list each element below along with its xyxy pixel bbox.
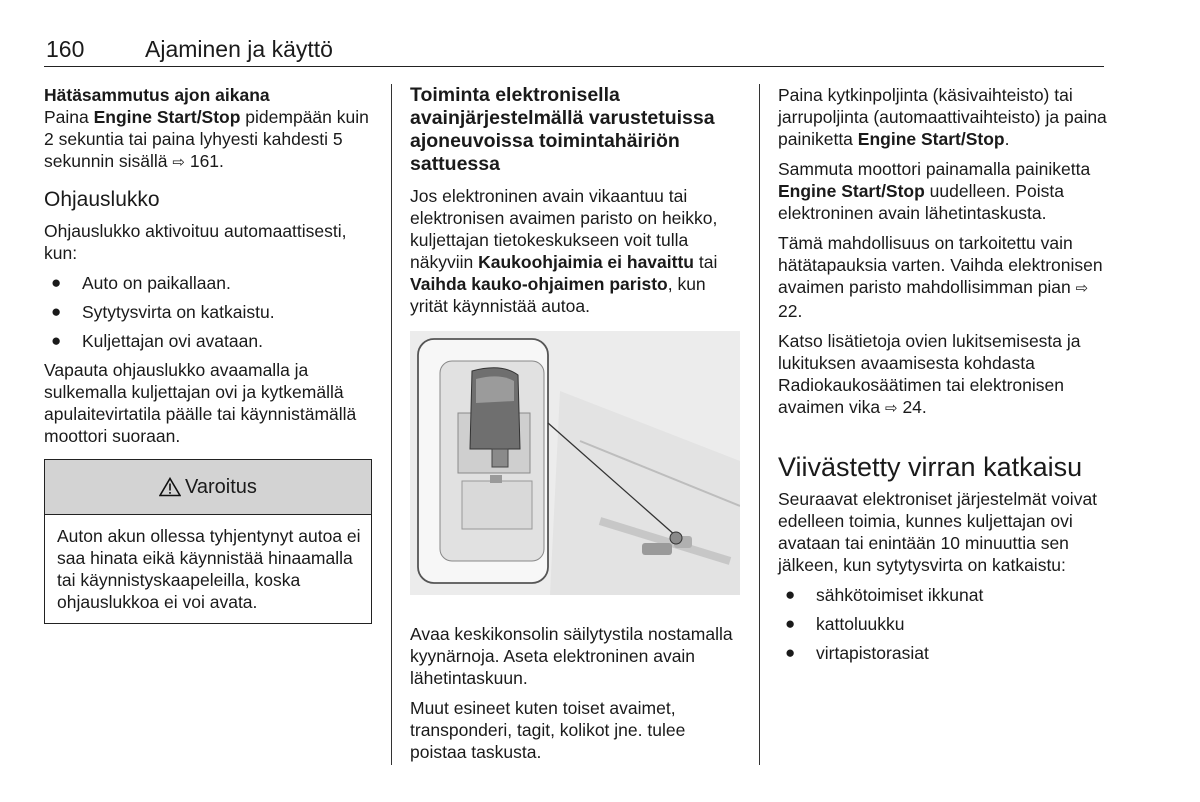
steering-list [44, 272, 372, 352]
console-caption: Avaa keskikonsolin säilytystila nostamalla kyynärnoja. Aseta elektroninen avain lähetintaskuun. [410, 624, 733, 688]
warning-header [45, 460, 371, 515]
delayed-systems-list [778, 584, 1108, 664]
column-divider [391, 84, 392, 765]
column-2 [410, 84, 740, 771]
emergency-title: Hätäsammutus ajon aikana [44, 85, 270, 105]
list-item: ● Sytytysvirta on katkaistu. [51, 302, 275, 322]
column-1 [44, 84, 372, 624]
page-ref-icon: ⇨ [885, 400, 898, 417]
steering-release-text: Vapauta ohjauslukko avaamalla ja sulkemalla kuljettajan ovi ja kytkemällä apulaitevirtatila päälle tai käynnistämällä moottori suoraan. [44, 360, 357, 446]
emergency-note: Tämä mahdollisuus on tarkoitettu vain hätätapauksia varten. Vaihda elektronisen avaimen paristo mahdollisimman pian ⇨ 22. [778, 233, 1103, 321]
page-ref-icon: ⇨ [172, 154, 185, 171]
remove-items-caption: Muut esineet kuten toiset avaimet, transponderi, tagit, kolikot jne. tulee poistaa taskusta. [410, 698, 686, 762]
list-item: ● sähkötoimiset ikkunat [785, 585, 984, 605]
malfunction-intro: Jos elektroninen avain vikaantuu tai elektronisen avaimen paristo on heikko, kuljettajan tietokeskukseen voit tulla näkyviin Kaukoohjaimia ei havaittu tai Vaihda kauko-ohjaimen paristo, kun yrität käynnistää autoa. [410, 186, 718, 316]
column-divider [759, 84, 760, 765]
list-item: ● Auto on paikallaan. [51, 273, 231, 293]
steering-intro: Ohjauslukko aktivoituu automaattisesti, kun: [44, 221, 347, 263]
warning-text: Auton akun ollessa tyhjentynyt autoa ei saa hinata eikä käynnistää hinaamalla tai käynnistyskaapeleilla, koska ohjauslukkoa ei voi avata. [57, 526, 361, 612]
press-pedal-text: Paina kytkinpoljinta (käsivaihteisto) tai jarrupoljinta (automaattivaihteisto) ja paina painiketta Engine Start/Stop. [778, 85, 1107, 149]
list-item: ● kattoluukku [785, 614, 905, 634]
stop-engine-text: Sammuta moottori painamalla painiketta Engine Start/Stop uudelleen. Poista elektroninen avain lähetintaskusta. [778, 159, 1091, 223]
delayed-power-off-heading: Viivästetty virran katkaisu [778, 452, 1083, 482]
engine-start-stop-label: Engine Start/Stop [93, 107, 241, 127]
key-pocket-illustration [410, 331, 740, 595]
steering-lock-heading: Ohjauslukko [44, 188, 160, 211]
list-item: ● virtapistorasiat [785, 643, 929, 663]
warning-triangle-icon [159, 477, 181, 497]
malfunction-heading: Toiminta elektronisella avainjärjestelmällä varustetuissa ajoneuvoissa toimintahäiriön sattuessa [410, 84, 715, 175]
page-number: 160 [46, 36, 85, 62]
list-item: ● Kuljettajan ovi avataan. [51, 331, 263, 351]
warning-box [44, 459, 372, 624]
delayed-power-off-intro: Seuraavat elektroniset järjestelmät voivat edelleen toimia, kunnes kuljettajan ovi avataan tai enintään 10 minuuttia sen jälkeen, kun sytytysvirta on katkaistu: [778, 489, 1098, 575]
emergency-text: Paina Engine Start/Stop pidempään kuin 2 sekuntia tai paina lyhyesti kahdesti 5 sekunnin sisällä ⇨ 161. [44, 107, 369, 171]
page-header [44, 36, 1104, 67]
console-illustration [410, 331, 740, 595]
column-3 [778, 84, 1108, 671]
warning-label: Varoitus [185, 476, 257, 498]
page-ref-icon: ⇨ [1075, 280, 1089, 297]
section-title: Ajaminen ja käyttö [145, 36, 333, 62]
more-info-text: Katso lisätietoja ovien lukitsemisesta ja lukituksen avaamisesta kohdasta Radiokaukosäätimen tai elektronisen avaimen vika ⇨ 24. [778, 331, 1081, 417]
